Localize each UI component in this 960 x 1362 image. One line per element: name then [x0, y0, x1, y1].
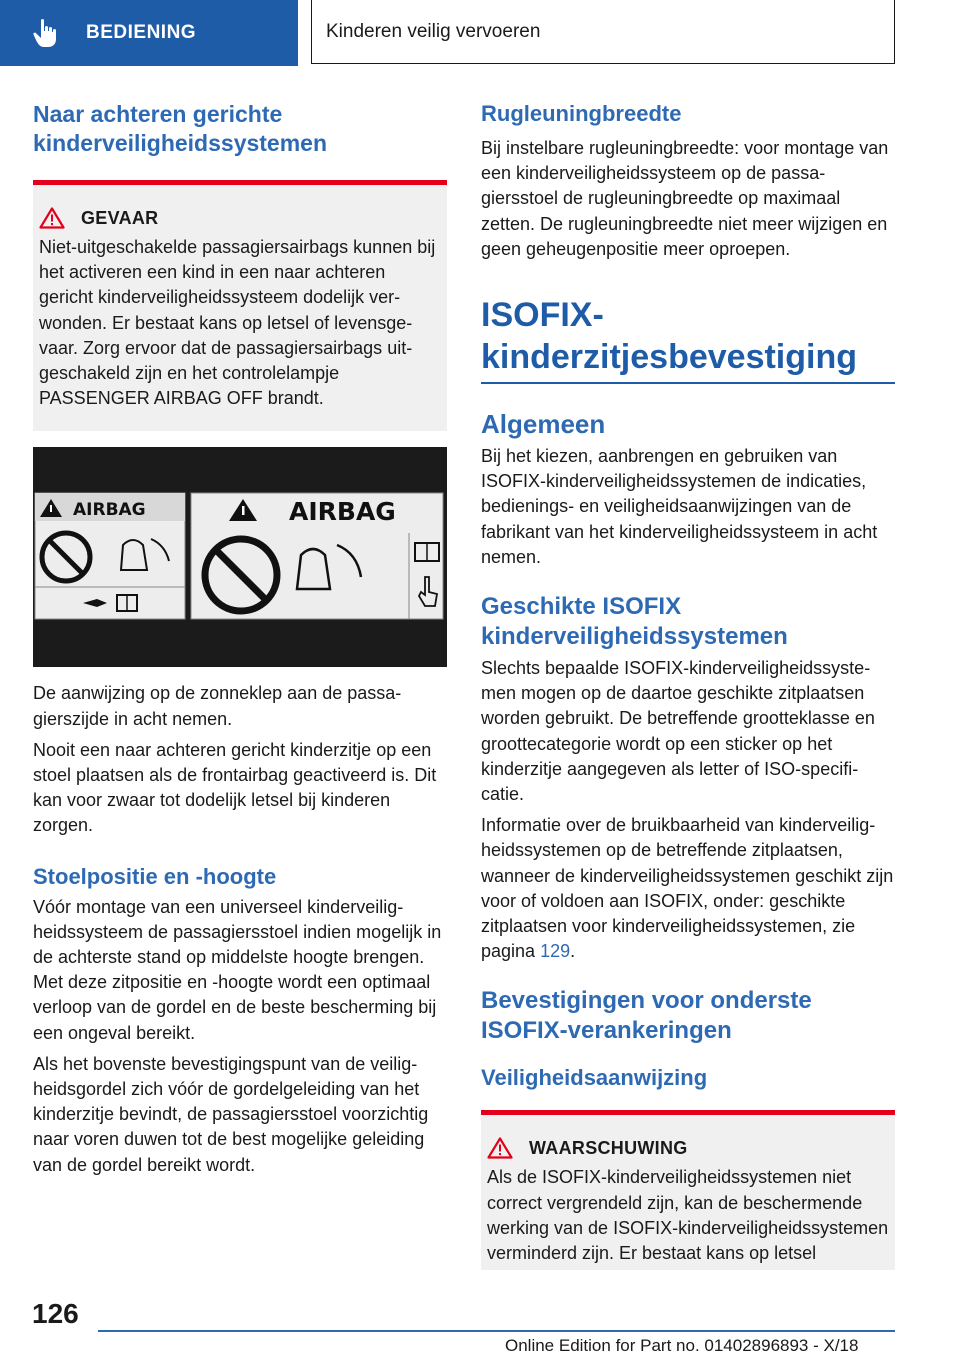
- page-header: [0, 0, 960, 66]
- danger-title: GEVAAR: [81, 207, 159, 228]
- isofix-heading: ISOFIX-kinderzitjesbevestiging: [481, 296, 857, 377]
- section-tab[interactable]: [0, 0, 298, 66]
- airbag-label-photo: [33, 447, 447, 667]
- general-heading: Algemeen: [481, 409, 606, 440]
- danger-text: Niet-uitgeschakelde passagiersairbags kunnen bij het activeren een kind in een naar achteren gericht kinderveiligheidssysteem dodelijk verwonden. Er bestaat kans op letsel of levensgevaar. Zorg ervoor dat de passagiersairbags uitgeschakeld zijn en het controlelampje PASSENGER AIRBAG OFF brandt.: [39, 237, 436, 409]
- airbag-text-large: AIRBAG: [289, 497, 396, 527]
- lower-anchor-heading: Bevestigingen voor onderste ISOFIX-verankeringen: [481, 987, 812, 1045]
- isofix-heading-block: [481, 294, 895, 384]
- sunvisor-paragraph: De aanwijzing op de zonneklep aan de passagierszijde in acht nemen.: [33, 683, 402, 729]
- suitable-isofix-paragraph-2: Informatie over de bruikbaarheid van kinderveiligheidssystemen op de betreffende zitplaatsen, wanneer de kinderveiligheidssystemen geschikt zijn voor of voldoen aan ISOFIX, onder: geschikte zitplaatsen voor kinderveiligheidssystemen, zie pagina 129.: [481, 815, 894, 962]
- chapter-title: Kinderen veilig vervoeren: [326, 20, 541, 42]
- safety-instruction-heading: Veiligheidsaanwijzing: [481, 1065, 708, 1091]
- warning-triangle-icon: [39, 207, 65, 229]
- warning-text: Als de ISOFIX-kinderveiligheidssystemen niet correct vergrendeld zijn, kan de beschermende werking van de ISOFIX-kinderveiligheidssystemen verminderd zijn. Er bestaat kans op letsel: [487, 1167, 889, 1264]
- suitable-isofix-paragraph-1: Slechts bepaalde ISOFIX-kinderveiligheidssystemen mogen op de daartoe geschikte zitplaatsen worden gebruikt. De betreffende grootteklasse en groottecategorie wordt op een sticker op het kinderzitje aangegeven als letter of ISO-specificatie.: [481, 658, 875, 805]
- hand-pointer-icon: [32, 18, 60, 48]
- warning-box: [481, 1110, 895, 1270]
- footer-divider: [98, 1330, 895, 1332]
- left-column: [33, 100, 447, 1178]
- backrest-width-paragraph: Bij instelbare rugleuningbreedte: voor montage van een kinderveiligheidssysteem op de passagiersstoel de rugleuningbreedte op maximaal zetten. De rugleuningbreedte niet meer wijzigen en geen geheugenpositie meer oproepen.: [481, 138, 889, 259]
- chapter-title-box: [311, 0, 895, 64]
- seat-position-paragraph-2: Als het bovenste bevestigingspunt van de veiligheidsgordel zich vóór de gordelgeleiding van het kinderzitje bevindt, de passagiersstoel voorzichtig naar voren duwen tot de best mogelijke geleiding van de gordel bereikt wordt.: [33, 1053, 429, 1175]
- page-reference-link[interactable]: 129: [540, 941, 571, 962]
- warning-title: WAARSCHUWING: [529, 1137, 688, 1158]
- backrest-width-heading: Rugleuningbreedte: [481, 101, 682, 126]
- page-number: 126: [32, 1298, 79, 1329]
- airbag-sticker-illustration: [33, 447, 447, 667]
- section-label: BEDIENING: [86, 22, 197, 43]
- airbag-text-small: AIRBAG: [73, 500, 146, 521]
- general-paragraph: Bij het kiezen, aanbrengen en gebruiken van ISOFIX-kinderveiligheidssystemen de indicaties, bedienings- en veiligheidsaanwijzingen van de fabrikant van het kinderveiligheidssysteem in acht nemen.: [481, 446, 878, 567]
- edition-text: Online Edition for Part no. 01402896893 - X/18: [505, 1336, 859, 1355]
- seat-position-paragraph-1: Vóór montage van een universeel kinderveiligheidssysteem de passagiersstoel indien mogelijk in de achterste stand op middelste hoogte brengen. Met deze zitpositie en -hoogte wordt een optimaal verloop van de gordel en de beste bescherming bij een ongeval bereikt.: [33, 896, 442, 1043]
- suitable-isofix-heading: Geschikte ISOFIX kinderveiligheidssystemen: [481, 593, 788, 651]
- right-column: [481, 100, 895, 1270]
- frontairbag-paragraph: Nooit een naar achteren gericht kinderzitje op een stoel plaatsen als de frontairbag geactiveerd is. Dit kan voor zwaar tot dodelijk letsel bij kinderen zorgen.: [33, 739, 437, 836]
- rear-facing-heading: Naar achteren gerichte kinderveiligheidssystemen: [33, 101, 328, 156]
- warning-triangle-icon: [487, 1137, 513, 1159]
- seat-position-heading: Stoelpositie en -hoogte: [33, 863, 277, 889]
- danger-box: [33, 180, 447, 431]
